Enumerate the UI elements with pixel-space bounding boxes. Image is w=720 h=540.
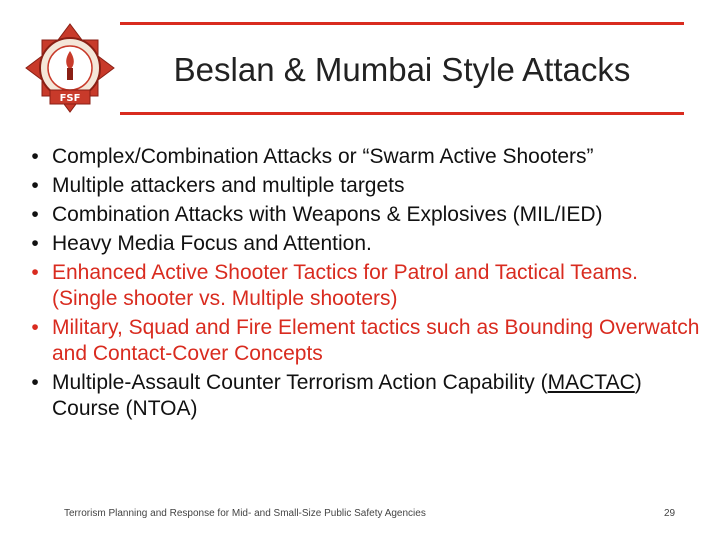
fire-department-badge-logo (20, 18, 120, 118)
bullet-item-highlighted (22, 260, 702, 312)
bullet-text: Military, Squad and Fire Element tactics such as Bounding Overwatch and Contact-Cover Concepts (52, 316, 700, 365)
bullet-text: Enhanced Active Shooter Tactics for Patrol and Tactical Teams. (Single shooter vs. Multiple shooters) (52, 261, 638, 310)
bullet-item (22, 370, 702, 422)
bullet-dot: • (31, 174, 39, 197)
bullet-dot: • (31, 145, 39, 168)
bullet-dot: • (31, 261, 39, 284)
title-top-rule (120, 22, 684, 25)
bullet-dot: • (31, 371, 39, 394)
slide-footer: Terrorism Planning and Response for Mid- and Small-Size Public Safety Agencies (64, 508, 426, 519)
bullet-dot: • (31, 203, 39, 226)
bullet-item (22, 144, 702, 170)
bullet-dot: • (31, 316, 39, 339)
bullet-item (22, 173, 702, 199)
logo-label: FSF (59, 93, 81, 104)
bullet-item-highlighted (22, 315, 702, 367)
bullet-item (22, 231, 702, 257)
bullet-text: Heavy Media Focus and Attention. (52, 232, 372, 255)
bullet-item (22, 202, 702, 228)
bullet-text: Complex/Combination Attacks or “Swarm Active Shooters” (52, 145, 594, 168)
page-number: 29 (664, 508, 676, 519)
bullet-text: Combination Attacks with Weapons & Explosives (MIL/IED) (52, 203, 603, 226)
slide-title: Beslan & Mumbai Style Attacks (173, 51, 631, 88)
bullet-text-before: Multiple-Assault Counter Terrorism Action Capability ( (52, 371, 548, 394)
mactac-underlined-term: MACTAC (547, 371, 635, 394)
title-bottom-rule (120, 112, 684, 115)
bullet-list (22, 144, 702, 425)
bullet-text: Multiple attackers and multiple targets (52, 174, 405, 197)
bullet-dot: • (31, 232, 39, 255)
bullet-text-after: ) Course (NTOA) (52, 371, 642, 420)
